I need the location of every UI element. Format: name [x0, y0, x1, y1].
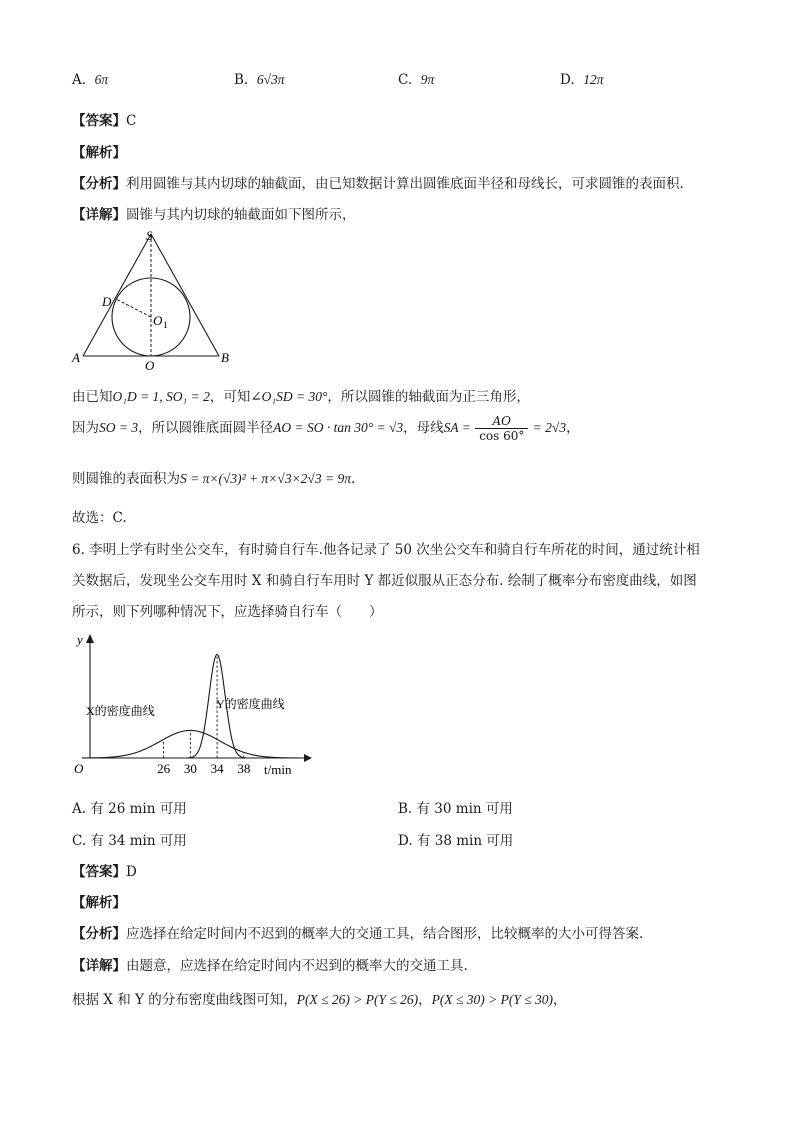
label-o1-subscript: 1 — [163, 320, 168, 330]
option-a: A. 6π — [72, 72, 109, 88]
x-curve-label: X的密度曲线 — [86, 704, 155, 718]
label-s: S — [146, 228, 153, 243]
label-d: D — [102, 294, 112, 309]
q6-analysis-heading: 【解析】 — [72, 895, 126, 911]
q5-xiangjie: 【详解】圆锥与其内切球的轴截面如下图所示， — [72, 207, 356, 223]
y-axis-label: y — [77, 632, 83, 647]
q6-option-c: C. 有 34 min 可用 — [72, 833, 187, 849]
x-axis-label: t/min — [264, 762, 292, 777]
q5-line2: 因为SO = 3，所以圆锥底面圆半径AO = SO · tan 30° = √3，母线SA = $\frac{AO}{\cos 60^\circ}$ = 2√3， — [72, 414, 580, 443]
origin-label: O — [74, 761, 84, 776]
tick-label-34: 34 — [210, 761, 224, 776]
q5-line3: 则圆锥的表面积为S = π×(√3)² + π×√3×2√3 = 9π. — [72, 471, 356, 487]
cone-cross-section-figure — [66, 222, 246, 372]
triangle-side-sb — [151, 234, 219, 356]
q6-option-b: B. 有 30 min 可用 — [398, 801, 513, 817]
q6-line3: 所示，则下列哪种情况下，应选择骑自行车（ ） — [72, 604, 383, 620]
label-o: O — [145, 358, 155, 372]
option-d: D. 12π — [560, 72, 604, 88]
tick-label-30: 30 — [183, 761, 197, 776]
option-b: B. 6√3π — [234, 72, 285, 88]
option-c: C. 9π — [398, 72, 435, 88]
q5-answer: 【答案】C — [72, 113, 137, 129]
q6-option-a: A. 有 26 min 可用 — [72, 801, 187, 817]
label-b: B — [221, 350, 229, 365]
tick-label-26: 26 — [157, 761, 171, 776]
label-a: A — [72, 350, 80, 365]
x-axis-arrow — [304, 754, 312, 762]
q5-analysis-heading: 【解析】 — [72, 145, 126, 161]
q5-fenxi: 【分析】利用圆锥与其内切球的轴截面，由已知数据计算出圆锥底面半径和母线长，可求圆锥的表面积. — [72, 176, 684, 192]
q6-last-line: 根据 X 和 Y 的分布密度曲线图可知，P(X ≤ 26) > P(Y ≤ 26)，P(X ≤ 30) > P(Y ≤ 30)， — [72, 992, 567, 1008]
q6-line2: 关数据后，发现坐公交车用时 X 和骑自行车用时 Y 都近似服从正态分布. 绘制了概率分布密度曲线，如图 — [72, 573, 697, 589]
q6-fenxi: 【分析】应选择在给定时间内不迟到的概率大的交通工具，结合图形，比较概率的大小可得答案. — [72, 926, 644, 942]
fraction-ao-cos60: $\frac{AO}{\cos 60^\circ}$ — [475, 414, 528, 443]
q6-option-d: D. 有 38 min 可用 — [398, 833, 514, 849]
q6-answer: 【答案】D — [72, 864, 137, 880]
q5-line1: 由已知O₁D = 1, SO₁ = 2，可知∠O₁SD = 30°，所以圆锥的轴截面为正三角形， — [72, 389, 530, 405]
q6-line1: 6. 李明上学有时坐公交车，有时骑自行车.他各记录了 50 次坐公交车和骑自行车所花的时间，通过统计相 — [72, 542, 700, 558]
q6-xiangjie: 【详解】由题意，应选择在给定时间内不迟到的概率大的交通工具. — [72, 958, 468, 974]
q5-guxuan: 故选：C. — [72, 510, 127, 526]
y-axis-arrow — [86, 634, 94, 643]
y-curve-label: Y的密度曲线 — [216, 697, 285, 711]
tick-label-38: 38 — [237, 761, 251, 776]
radius-o1d — [116, 299, 151, 317]
triangle-side-sa — [83, 234, 151, 356]
density-curve-chart — [66, 628, 316, 780]
label-o1: O — [153, 313, 163, 328]
